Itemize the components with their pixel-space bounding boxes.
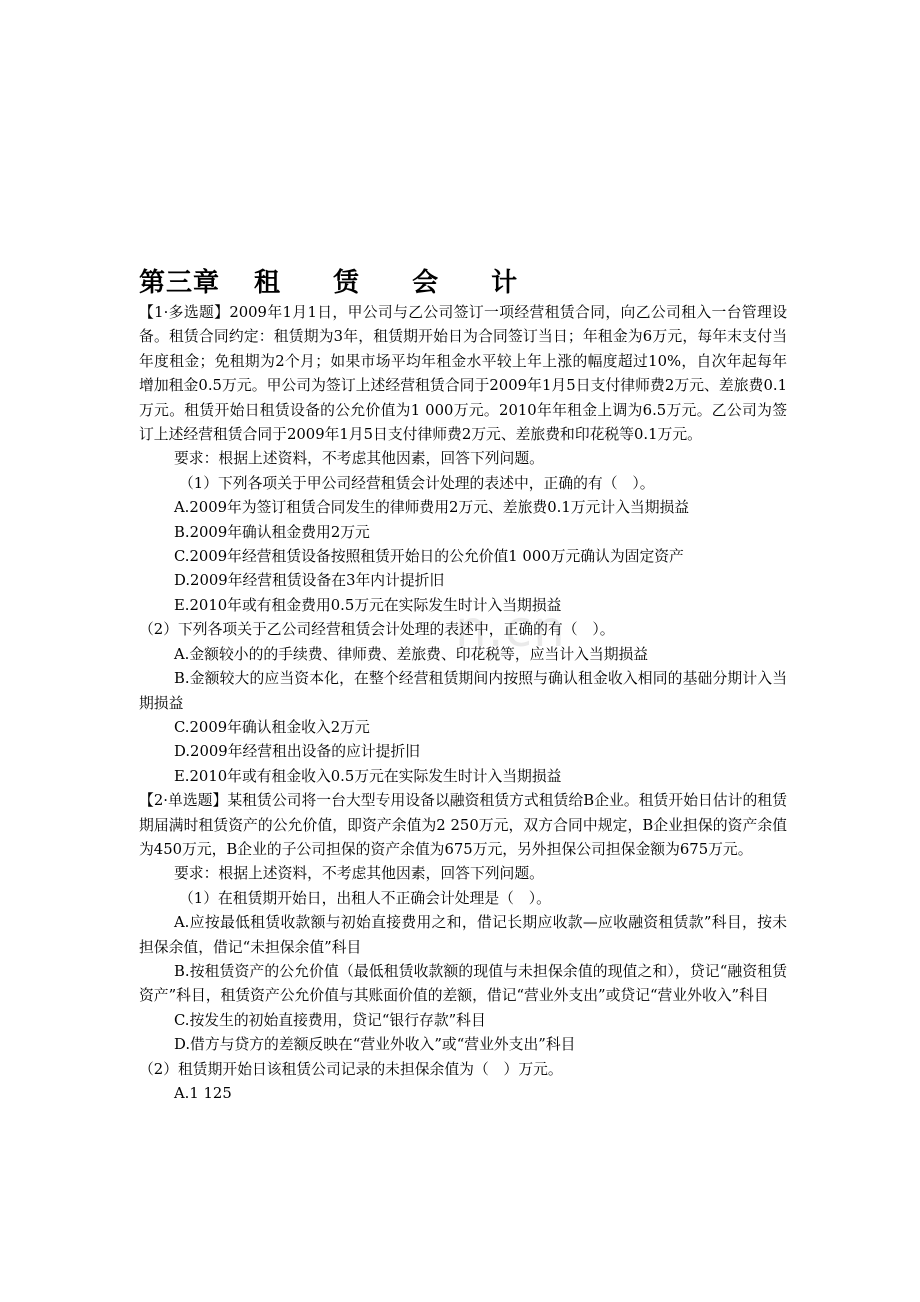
paragraph: C.2009年确认租金收入2万元 <box>174 718 370 736</box>
paragraph: 【2·单选题】某租赁公司将一台大型专用设备以融资租赁方式租赁给B企业。租赁开始日估计的租赁期届满时租赁资产的公允价值，即资产余值为2 250万元，双方合同中规定，B企业担保的资产余值为450万元，B企业的子公司担保的资产余值为675万元，另外担保公司担保金额为675万元。 <box>139 792 787 858</box>
paragraph: 要求：根据上述资料，不考虑其他因素，回答下列问题。 <box>174 450 544 468</box>
paragraph: A.1 125 <box>174 1085 232 1102</box>
paragraph: （1）下列各项关于甲公司经营租赁会计处理的表述中，正确的有（ ）。 <box>179 474 655 492</box>
watermark: n.cn <box>455 600 566 658</box>
paragraph: C.2009年经营租赁设备按照租赁开始日的公允价值1 000万元确认为固定资产 <box>174 548 684 566</box>
paragraph: （2）租赁期开始日该租赁公司记录的未担保余值为（ ）万元。 <box>139 1060 563 1078</box>
chapter-number: 第三章 <box>139 268 221 298</box>
chapter-name: 租 赁 会 计 <box>254 268 540 298</box>
paragraph: B.按租赁资产的公允价值（最低租赁收款额的现值与未担保余值的现值之和），贷记“融资租赁资产”科目，租赁资产公允价值与其账面价值的差额，借记“营业外支出”或贷记“营业外收入”科目 <box>139 962 787 1005</box>
paragraph: 【1·多选题】2009年1月1日，甲公司与乙公司签订一项经营租赁合同，向乙公司租入一台管理设备。租赁合同约定：租赁期为3年，租赁期开始日为合同签订当日；年租金为6万元，每年末支付当年度租金；免租期为2个月；如果市场平均年租金水平较上年上涨的幅度超过10%，自次年起每年增加租金0.5万元。甲公司为签订上述经营租赁合同于2009年1月5日支付律师费2万元、差旅费0.1万元。租赁开始日租赁设备的公允价值为1 000万元。2010年年租金上调为6.5万元。乙公司为签订上述经营租赁合同于2009年1月5日支付律师费2万元、差旅费和印花税等0.1万元。 <box>139 304 787 444</box>
paragraph: D.2009年经营租赁设备在3年内计提折旧 <box>174 572 445 590</box>
document-body <box>139 301 787 1106</box>
paragraph: 要求：根据上述资料，不考虑其他因素，回答下列问题。 <box>174 865 544 883</box>
paragraph: （1）在租赁期开始日，出租人不正确会计处理是（ ）。 <box>179 889 551 907</box>
paragraph: A.2009年为签订租赁合同发生的律师费用2万元、差旅费0.1万元计入当期损益 <box>174 499 690 517</box>
paragraph: （2）下列各项关于乙公司经营租赁会计处理的表述中，正确的有（ ）。 <box>139 621 615 639</box>
paragraph: D.借方与贷方的差额反映在“营业外收入”或“营业外支出”科目 <box>174 1036 576 1054</box>
paragraph: E.2010年或有租金费用0.5万元在实际发生时计入当期损益 <box>174 596 562 614</box>
paragraph: B.2009年确认租金费用2万元 <box>174 523 370 541</box>
paragraph: A.金额较小的的手续费、律师费、差旅费、印花税等，应当计入当期损益 <box>174 645 649 663</box>
paragraph: A.应按最低租赁收款额与初始直接费用之和，借记长期应收款—应收融资租赁款”科目，按未担保余值，借记“未担保余值”科目 <box>139 914 787 956</box>
paragraph: E.2010年或有租金收入0.5万元在实际发生时计入当期损益 <box>174 767 562 785</box>
paragraph: D.2009年经营租出设备的应计提折旧 <box>174 743 421 761</box>
paragraph: B.金额较大的应当资本化，在整个经营租赁期间内按照与确认租金收入相同的基础分期计入当期损益 <box>139 670 787 712</box>
paragraph: C.按发生的初始直接费用，贷记“银行存款”科目 <box>174 1011 486 1029</box>
chapter-title <box>139 262 539 299</box>
